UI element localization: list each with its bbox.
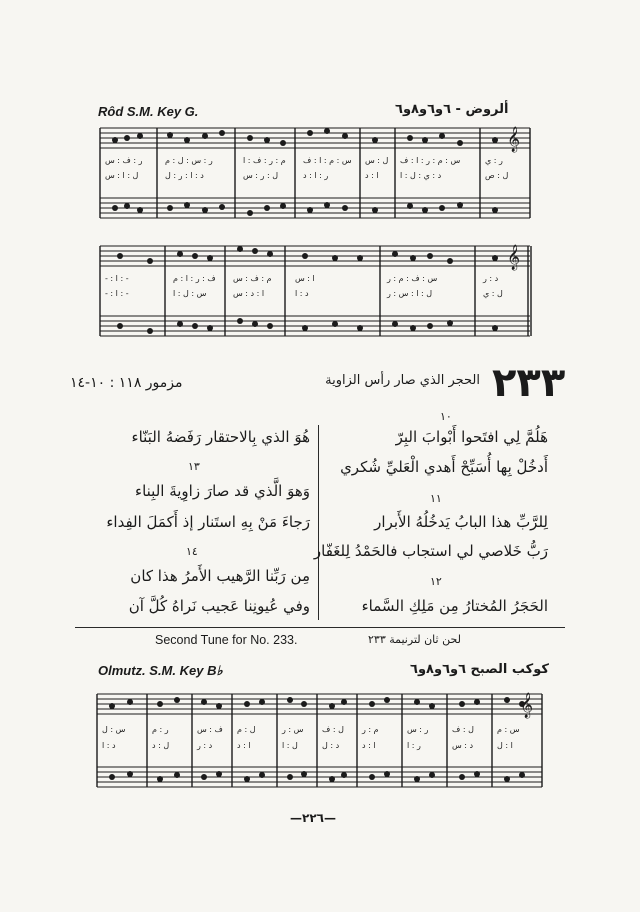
verse-line-left: رَجاءَ مَنْ بِهِ استَنار إذ أَكمَلَ الفِداء (106, 513, 310, 531)
svg-text:د : ا : ر : ل: د : ا : ر : ل (165, 171, 204, 180)
svg-text:ل : ص: ل : ص (485, 171, 509, 180)
svg-text:ر : س : ل : م: ر : س : ل : م (165, 156, 213, 165)
page-number: —٢٢٦— (290, 811, 336, 825)
svg-text:د : ي : ل : ا: د : ي : ل : ا (400, 171, 442, 180)
svg-text:س : ر: س : ر (282, 725, 304, 734)
svg-text:س : ف : م : ر: س : ف : م : ر (387, 274, 438, 283)
verse-line-right: هَلُمَّ لِي افتَحوا أَبْوابَ البِرّ (395, 428, 548, 446)
svg-text:م : ر: م : ر (362, 725, 379, 734)
svg-text:ل : د: ل : د (152, 741, 170, 750)
tune1-meter: ألروض - ٦و٦و٨و٦ (395, 102, 509, 117)
svg-text:ا : د : س: ا : د : س (233, 289, 265, 298)
svg-text:𝄞: 𝄞 (507, 127, 521, 152)
svg-text:ر : ا : د: ر : ا : د (303, 171, 329, 180)
svg-text:م : ف : س: م : ف : س (233, 274, 272, 283)
hymn-number: ٢٣٣ (492, 360, 566, 406)
section-rule (75, 627, 565, 628)
svg-text:ر : م: ر : م (152, 725, 169, 734)
svg-text:د : ل: د : ل (322, 741, 340, 750)
second-tune-label: Second Tune for No. 233. (155, 633, 298, 647)
verse-number: ١١ (430, 492, 442, 505)
svg-text:س : ل: س : ل (102, 725, 126, 734)
svg-text:ر : ف : س: ر : ف : س (105, 156, 143, 165)
tune2-meter: كوكب الصبح ٦و٦و٨و٦ (410, 662, 549, 677)
verse-number: ١٠ (440, 410, 452, 423)
svg-text:ل : ف: ل : ف (322, 725, 344, 734)
svg-text:س : ل : ا: س : ل : ا (173, 289, 207, 298)
svg-text:- : ا : -: - : ا : - (105, 274, 129, 283)
hymn-subtitle-text: الحجر الذي صار رأس الزاوية (325, 373, 480, 388)
svg-text:𝄞: 𝄞 (507, 245, 521, 270)
tune1-system1-score (95, 118, 535, 233)
svg-text:د : ا: د : ا (102, 741, 116, 750)
verse-number: ١٢ (430, 575, 442, 588)
svg-text:𝄞: 𝄞 (520, 693, 534, 718)
verse-line-left: وَهوَ الَّذي قد صارَ زاوِيةَ البِناء (135, 482, 310, 500)
svg-text:ا : د: ا : د (237, 741, 251, 750)
svg-text:- : ا : -: - : ا : - (105, 289, 129, 298)
svg-text:ل : س: ل : س (365, 156, 389, 165)
svg-text:س : م : ر : ا : ف: س : م : ر : ا : ف (400, 156, 461, 165)
svg-text:س : م : ا : ف: س : م : ا : ف (303, 156, 352, 165)
svg-text:ل : ر : س: ل : ر : س (243, 171, 279, 180)
svg-text:ر : ا: ر : ا (407, 741, 421, 750)
verse-number: ١٣ (188, 460, 200, 473)
svg-text:ل : ا: ل : ا (282, 741, 298, 750)
svg-text:ف : س: ف : س (197, 725, 223, 734)
svg-text:ل : ا : س: ل : ا : س (105, 171, 139, 180)
svg-text:م : ر : ف : ا: م : ر : ف : ا (243, 156, 286, 165)
verse-line-left: مِن رَبِّنا الرَّهيب الأَمرُ هذا كان (130, 567, 310, 585)
svg-text:س : م: س : م (497, 725, 520, 734)
second-tune-label-ar: لحن ثان لترنيمة ٢٣٣ (368, 633, 461, 646)
svg-text:ا : د: ا : د (365, 171, 379, 180)
svg-text:ف : ر : ا : م: ف : ر : ا : م (173, 274, 216, 283)
verse-line-right: الحَجَرُ المُختارُ مِن مَلِكِ السَّماء (361, 597, 548, 615)
verse-line-right: رَبُّ خَلاصي لي استجاب فالحَمْدُ لِلغَفّار (313, 542, 548, 560)
svg-text:ر : س: ر : س (407, 725, 429, 734)
svg-text:ا : ل: ا : ل (497, 741, 513, 750)
svg-text:ا : س: ا : س (295, 274, 315, 283)
svg-text:ل : ي: ل : ي (483, 289, 503, 298)
verse-line-left: هُوَ الذي بِالاحتقار رَفَضهُ البَنّاء (131, 428, 310, 446)
verse-line-right: لِلرَّبِّ هذا البابُ يَدخُلُهُ الأَبرار (374, 513, 548, 531)
verse-line-left: وفي عُيونِنا عَجيب نَراهُ كُلَّ آن (128, 597, 310, 615)
svg-text:د : ا: د : ا (295, 289, 309, 298)
svg-text:د : س: د : س (452, 741, 474, 750)
svg-text:ل : ا : س : ر: ل : ا : س : ر (387, 289, 433, 298)
svg-text:ا : د: ا : د (362, 741, 376, 750)
column-divider (318, 425, 319, 620)
tune2-name: Olmutz. S.M. Key B♭ (98, 663, 223, 678)
svg-text:د : ر: د : ر (483, 274, 499, 283)
tune1-name: Rôd S.M. Key G. (98, 104, 199, 119)
tune2-score (92, 682, 547, 802)
hymn-reference: مزمور ١١٨ : ١٠-١٤ (70, 375, 183, 391)
svg-text:ل : ف: ل : ف (452, 725, 474, 734)
svg-text:د : ر: د : ر (197, 741, 213, 750)
svg-text:ر : ي: ر : ي (485, 156, 503, 165)
verse-number: ١٤ (186, 545, 198, 558)
verse-line-right: أَدخُلْ بِها أُسَبِّحْ أَهدي الْعَليِّ شُكري (340, 458, 548, 476)
svg-text:ل : م: ل : م (237, 725, 256, 734)
tune1-system2-score (95, 236, 535, 351)
